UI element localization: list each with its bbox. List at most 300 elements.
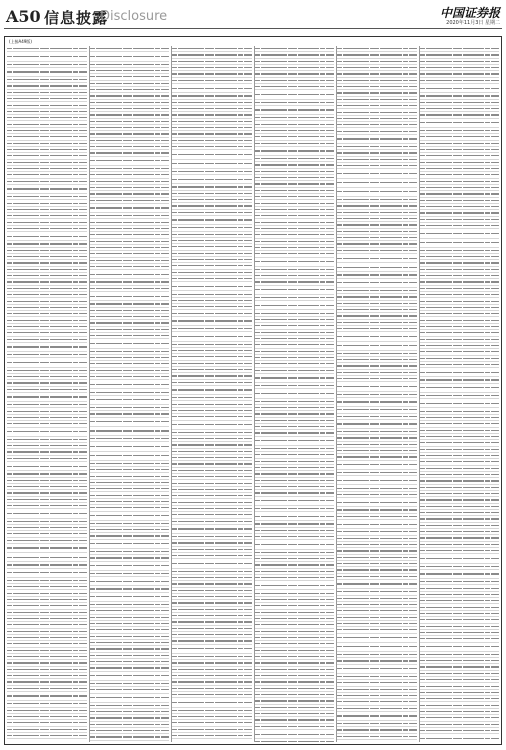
table-cell bbox=[50, 722, 72, 723]
table-cell bbox=[172, 336, 177, 337]
table-cell bbox=[244, 476, 252, 477]
table-cell bbox=[73, 313, 78, 314]
table-cell bbox=[40, 404, 49, 405]
table-cell bbox=[343, 182, 369, 183]
table-cell bbox=[13, 703, 39, 704]
table-cell bbox=[7, 111, 12, 112]
table-cell bbox=[123, 83, 132, 84]
table-cell bbox=[343, 660, 369, 661]
table-cell bbox=[337, 569, 342, 570]
table-cell bbox=[238, 127, 243, 128]
table-column bbox=[336, 46, 417, 742]
table-cell bbox=[123, 281, 132, 282]
table-cell bbox=[409, 258, 417, 259]
table-cell bbox=[288, 656, 297, 657]
table-cell bbox=[326, 297, 334, 298]
table-cell bbox=[409, 583, 417, 584]
table-cell bbox=[50, 354, 72, 355]
table-cell bbox=[244, 432, 252, 433]
table-cell bbox=[178, 48, 204, 49]
table-cell bbox=[123, 636, 132, 637]
table-cell bbox=[326, 426, 334, 427]
table-cell bbox=[463, 468, 485, 469]
table-cell bbox=[298, 305, 320, 306]
table-cell bbox=[13, 256, 39, 257]
table-cell bbox=[380, 394, 402, 395]
table-cell bbox=[73, 155, 78, 156]
table-cell bbox=[337, 231, 342, 232]
table-cell bbox=[380, 464, 402, 465]
table-cell bbox=[491, 512, 499, 513]
table-cell bbox=[343, 729, 369, 730]
table-cell bbox=[133, 736, 155, 737]
table-cell bbox=[155, 636, 160, 637]
table-cell bbox=[73, 188, 78, 189]
table-row bbox=[172, 84, 252, 93]
table-cell bbox=[380, 409, 402, 410]
table-cell bbox=[320, 377, 325, 378]
table-cell bbox=[403, 345, 408, 346]
table-cell bbox=[238, 61, 243, 62]
table-cell bbox=[172, 320, 177, 321]
table-cell bbox=[255, 448, 260, 449]
table-cell bbox=[337, 715, 342, 716]
table-cell bbox=[50, 222, 72, 223]
table-cell bbox=[178, 102, 204, 103]
table-cell bbox=[178, 300, 204, 301]
table-cell bbox=[288, 650, 297, 651]
table-cell bbox=[205, 246, 214, 247]
table-cell bbox=[50, 729, 72, 730]
table-cell bbox=[288, 351, 297, 352]
table-cell bbox=[337, 423, 342, 424]
table-cell bbox=[326, 407, 334, 408]
table-cell bbox=[155, 610, 160, 611]
table-cell bbox=[13, 71, 39, 72]
table-cell bbox=[205, 710, 214, 711]
table-cell bbox=[238, 278, 243, 279]
table-cell bbox=[426, 395, 452, 396]
table-cell bbox=[73, 411, 78, 412]
table-cell bbox=[244, 350, 252, 351]
table-cell bbox=[370, 303, 379, 304]
table-cell bbox=[178, 154, 204, 155]
table-cell bbox=[255, 530, 260, 531]
table-cell bbox=[50, 675, 72, 676]
table-cell bbox=[50, 521, 72, 522]
table-cell bbox=[326, 117, 334, 118]
table-cell bbox=[90, 455, 95, 456]
table-cell bbox=[155, 482, 160, 483]
table-cell bbox=[370, 598, 379, 599]
table-cell bbox=[161, 636, 169, 637]
table-column bbox=[171, 46, 252, 742]
table-cell bbox=[326, 440, 334, 441]
table-cell bbox=[370, 715, 379, 716]
table-cell bbox=[426, 461, 452, 462]
table-cell bbox=[172, 294, 177, 295]
table-cell bbox=[380, 224, 402, 225]
table-cell bbox=[380, 708, 402, 709]
table-cell bbox=[205, 495, 214, 496]
table-cell bbox=[13, 710, 39, 711]
table-cell bbox=[172, 163, 177, 164]
table-cell bbox=[13, 729, 39, 730]
table-cell bbox=[403, 480, 408, 481]
table-cell bbox=[298, 605, 320, 606]
table-cell bbox=[7, 275, 12, 276]
table-cell bbox=[298, 675, 320, 676]
table-cell bbox=[123, 629, 132, 630]
table-cell bbox=[244, 722, 252, 723]
table-cell bbox=[215, 363, 237, 364]
table-cell bbox=[178, 294, 204, 295]
table-cell bbox=[244, 48, 252, 49]
table-cell bbox=[215, 571, 237, 572]
table-cell bbox=[403, 315, 408, 316]
table-cell bbox=[161, 736, 169, 737]
table-cell bbox=[370, 124, 379, 125]
table-cell bbox=[13, 111, 39, 112]
table-cell bbox=[133, 407, 155, 408]
table-cell bbox=[133, 376, 155, 377]
table-row bbox=[337, 476, 417, 485]
table-cell bbox=[133, 193, 155, 194]
table-cell bbox=[123, 543, 132, 544]
table-cell bbox=[155, 551, 160, 552]
table-cell bbox=[13, 716, 39, 717]
table-cell bbox=[90, 543, 95, 544]
table-cell bbox=[73, 174, 78, 175]
table-cell bbox=[238, 320, 243, 321]
table-cell bbox=[215, 596, 237, 597]
table-cell bbox=[238, 444, 243, 445]
table-cell bbox=[255, 480, 260, 481]
table-cell bbox=[288, 448, 297, 449]
table-cell bbox=[133, 168, 155, 169]
table-cell bbox=[320, 344, 325, 345]
table-cell bbox=[453, 149, 462, 150]
table-cell bbox=[7, 593, 12, 594]
table-cell bbox=[96, 573, 122, 574]
table-cell bbox=[288, 454, 297, 455]
table-cell bbox=[420, 206, 425, 207]
table-cell bbox=[380, 191, 402, 192]
table-cell bbox=[320, 544, 325, 545]
table-cell bbox=[215, 476, 237, 477]
table-cell bbox=[205, 483, 214, 484]
table-cell bbox=[261, 432, 287, 433]
table-cell bbox=[123, 160, 132, 161]
table-cell bbox=[403, 372, 408, 373]
table-cell bbox=[178, 61, 204, 62]
table-cell bbox=[123, 655, 132, 656]
table-cell bbox=[96, 535, 122, 536]
table-cell bbox=[133, 200, 155, 201]
table-cell bbox=[370, 583, 379, 584]
table-cell bbox=[261, 261, 287, 262]
table-cell bbox=[255, 203, 260, 204]
table-cell bbox=[238, 328, 243, 329]
table-cell bbox=[420, 95, 425, 96]
table-row bbox=[255, 437, 335, 446]
table-cell bbox=[79, 313, 87, 314]
table-cell bbox=[409, 146, 417, 147]
table-cell bbox=[343, 437, 369, 438]
table-cell bbox=[343, 431, 369, 432]
table-cell bbox=[244, 688, 252, 689]
table-cell bbox=[370, 105, 379, 106]
table-cell bbox=[96, 200, 122, 201]
table-cell bbox=[178, 571, 204, 572]
table-cell bbox=[238, 735, 243, 736]
table-cell bbox=[161, 363, 169, 364]
table-cell bbox=[13, 580, 39, 581]
table-cell bbox=[155, 623, 160, 624]
table-cell bbox=[380, 99, 402, 100]
table-row bbox=[172, 739, 252, 742]
table-cell bbox=[215, 688, 237, 689]
table-cell bbox=[178, 451, 204, 452]
table-cell bbox=[205, 476, 214, 477]
table-cell bbox=[178, 555, 204, 556]
table-cell bbox=[238, 451, 243, 452]
table-cell bbox=[380, 660, 402, 661]
table-cell bbox=[298, 377, 320, 378]
table-cell bbox=[337, 73, 342, 74]
table-cell bbox=[96, 228, 122, 229]
table-cell bbox=[261, 48, 287, 49]
table-cell bbox=[326, 281, 334, 282]
table-cell bbox=[409, 372, 417, 373]
table-cell bbox=[238, 424, 243, 425]
table-cell bbox=[123, 288, 132, 289]
table-cell bbox=[244, 662, 252, 663]
table-cell bbox=[380, 315, 402, 316]
table-cell bbox=[161, 629, 169, 630]
table-cell bbox=[370, 99, 379, 100]
table-cell bbox=[298, 536, 320, 537]
table-cell bbox=[90, 495, 95, 496]
table-cell bbox=[161, 343, 169, 344]
table-cell bbox=[205, 555, 214, 556]
table-cell bbox=[7, 382, 12, 383]
table-cell bbox=[7, 735, 12, 736]
table-cell bbox=[161, 507, 169, 508]
table-cell bbox=[343, 205, 369, 206]
table-cell bbox=[172, 634, 177, 635]
table-cell bbox=[90, 127, 95, 128]
table-cell bbox=[485, 442, 490, 443]
table-cell bbox=[40, 389, 49, 390]
table-cell bbox=[485, 474, 490, 475]
table-cell bbox=[73, 445, 78, 446]
table-cell bbox=[7, 288, 12, 289]
table-cell bbox=[255, 694, 260, 695]
table-cell bbox=[215, 286, 237, 287]
table-cell bbox=[288, 467, 297, 468]
table-cell bbox=[326, 86, 334, 87]
table-cell bbox=[50, 98, 72, 99]
table-cell bbox=[40, 547, 49, 548]
table-cell bbox=[123, 329, 132, 330]
table-cell bbox=[420, 364, 425, 365]
table-cell bbox=[326, 158, 334, 159]
table-cell bbox=[205, 313, 214, 314]
table-cell bbox=[255, 492, 260, 493]
table-cell bbox=[426, 301, 452, 302]
table-cell bbox=[380, 199, 402, 200]
table-cell bbox=[244, 356, 252, 357]
table-cell bbox=[215, 602, 237, 603]
table-cell bbox=[123, 501, 132, 502]
table-cell bbox=[380, 118, 402, 119]
table-cell bbox=[298, 253, 320, 254]
table-cell bbox=[255, 500, 260, 501]
table-cell bbox=[261, 370, 287, 371]
table-cell bbox=[244, 656, 252, 657]
table-cell bbox=[298, 269, 320, 270]
table-cell bbox=[337, 138, 342, 139]
table-cell bbox=[343, 394, 369, 395]
table-cell bbox=[238, 662, 243, 663]
table-cell bbox=[288, 523, 297, 524]
table-cell bbox=[403, 456, 408, 457]
table-cell bbox=[13, 480, 39, 481]
table-cell bbox=[337, 296, 342, 297]
table-cell bbox=[409, 689, 417, 690]
table-cell bbox=[96, 683, 122, 684]
table-cell bbox=[96, 482, 122, 483]
table-cell bbox=[491, 206, 499, 207]
table-cell bbox=[255, 656, 260, 657]
table-cell bbox=[370, 237, 379, 238]
table-cell bbox=[155, 228, 160, 229]
table-cell bbox=[420, 136, 425, 137]
table-cell bbox=[79, 64, 87, 65]
table-cell bbox=[261, 523, 287, 524]
table-cell bbox=[205, 542, 214, 543]
table-cell bbox=[96, 463, 122, 464]
table-cell bbox=[288, 530, 297, 531]
table-cell bbox=[337, 637, 342, 638]
table-cell bbox=[343, 715, 369, 716]
table-cell bbox=[403, 86, 408, 87]
table-cell bbox=[326, 473, 334, 474]
table-row bbox=[172, 698, 252, 707]
table-cell bbox=[96, 557, 122, 558]
table-cell bbox=[403, 646, 408, 647]
table-cell bbox=[13, 162, 39, 163]
table-cell bbox=[161, 241, 169, 242]
table-row bbox=[90, 52, 170, 61]
table-cell bbox=[96, 322, 122, 323]
table-cell bbox=[40, 703, 49, 704]
table-cell bbox=[96, 89, 122, 90]
table-cell bbox=[90, 648, 95, 649]
table-cell bbox=[238, 463, 243, 464]
table-cell bbox=[123, 108, 132, 109]
table-cell bbox=[485, 168, 490, 169]
table-cell bbox=[123, 296, 132, 297]
table-cell bbox=[326, 234, 334, 235]
table-cell bbox=[96, 376, 122, 377]
table-cell bbox=[161, 610, 169, 611]
table-cell bbox=[90, 310, 95, 311]
table-cell bbox=[261, 54, 287, 55]
table-cell bbox=[178, 716, 204, 717]
table-cell bbox=[238, 389, 243, 390]
table-cell bbox=[420, 351, 425, 352]
table-cell bbox=[7, 332, 12, 333]
table-cell bbox=[326, 143, 334, 144]
table-cell bbox=[343, 336, 369, 337]
table-cell bbox=[453, 455, 462, 456]
table-cell bbox=[380, 723, 402, 724]
table-cell bbox=[320, 102, 325, 103]
table-cell bbox=[238, 102, 243, 103]
table-cell bbox=[123, 535, 132, 536]
table-cell bbox=[40, 85, 49, 86]
table-cell bbox=[215, 648, 237, 649]
table-row bbox=[7, 52, 87, 61]
table-cell bbox=[7, 188, 12, 189]
table-cell bbox=[403, 303, 408, 304]
table-cell bbox=[7, 521, 12, 522]
table-cell bbox=[453, 372, 462, 373]
table-cell bbox=[13, 294, 39, 295]
table-cell bbox=[320, 707, 325, 708]
table-cell bbox=[238, 404, 243, 405]
table-cell bbox=[426, 212, 452, 213]
table-cell bbox=[343, 583, 369, 584]
table-cell bbox=[215, 265, 237, 266]
table-cell bbox=[215, 121, 237, 122]
table-cell bbox=[73, 710, 78, 711]
table-cell bbox=[178, 583, 204, 584]
table-cell bbox=[409, 715, 417, 716]
table-cell bbox=[244, 272, 252, 273]
table-cell bbox=[370, 563, 379, 564]
table-cell bbox=[453, 80, 462, 81]
table-cell bbox=[326, 73, 334, 74]
table-cell bbox=[50, 339, 72, 340]
table-cell bbox=[326, 564, 334, 565]
table-cell bbox=[133, 557, 155, 558]
table-cell bbox=[320, 196, 325, 197]
table-cell bbox=[288, 73, 297, 74]
table-cell bbox=[178, 602, 204, 603]
table-cell bbox=[370, 444, 379, 445]
table-cell bbox=[288, 171, 297, 172]
table-cell bbox=[370, 231, 379, 232]
table-cell bbox=[485, 430, 490, 431]
table-cell bbox=[255, 650, 260, 651]
table-cell bbox=[13, 439, 39, 440]
table-cell bbox=[133, 152, 155, 153]
table-cell bbox=[96, 56, 122, 57]
table-cell bbox=[133, 523, 155, 524]
table-cell bbox=[380, 516, 402, 517]
table-cell bbox=[133, 95, 155, 96]
table-cell bbox=[73, 605, 78, 606]
table-cell bbox=[485, 320, 490, 321]
table-cell bbox=[73, 466, 78, 467]
table-cell bbox=[205, 205, 214, 206]
table-cell bbox=[90, 515, 95, 516]
table-cell bbox=[244, 253, 252, 254]
table-cell bbox=[426, 174, 452, 175]
